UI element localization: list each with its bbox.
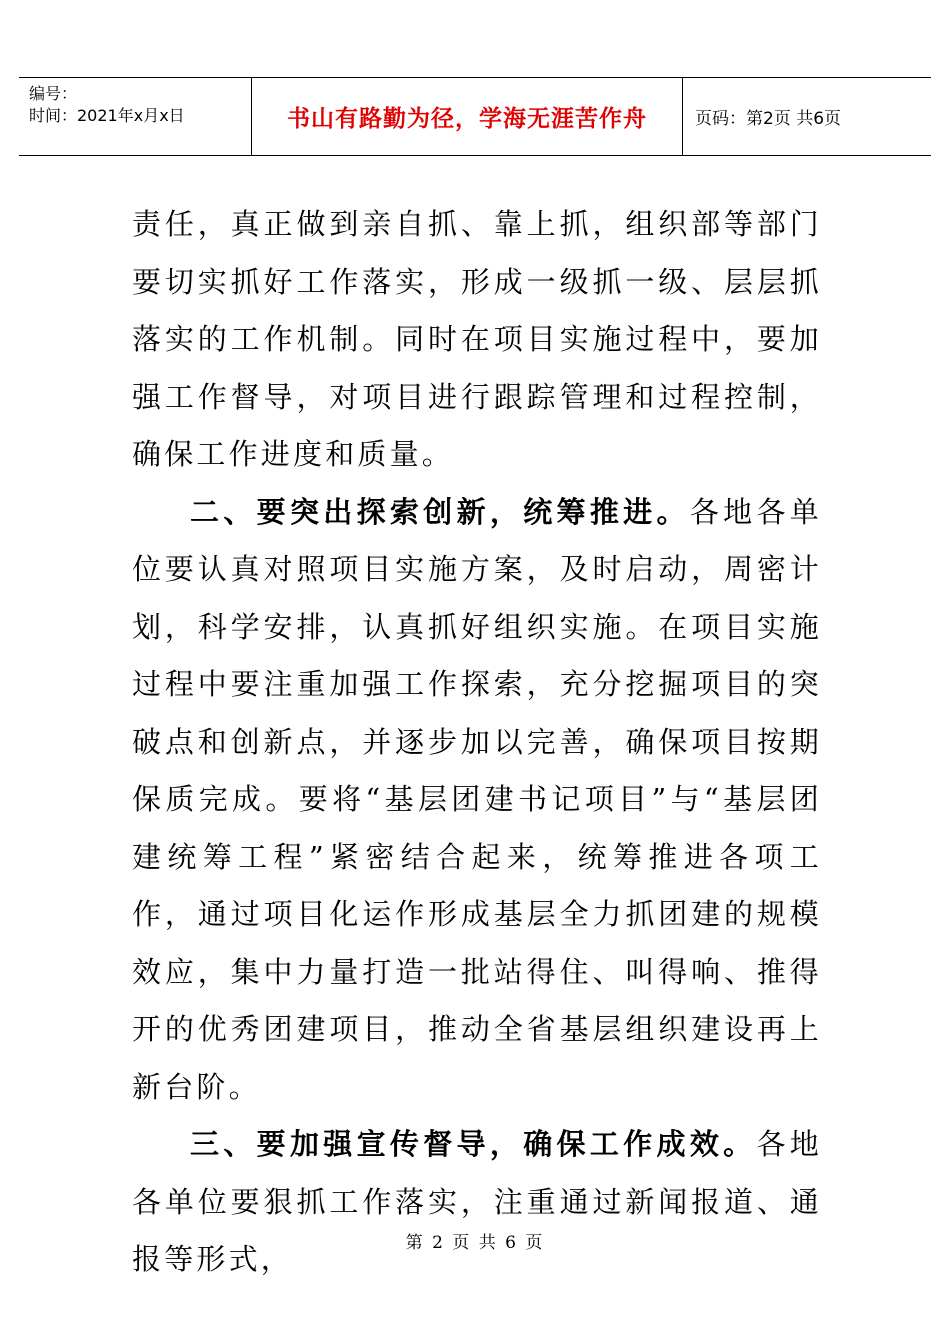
page-footer: 第 2 页 共 6 页 — [405, 1233, 545, 1253]
paragraph-1: 责任，真正做到亲自抓、靠上抓，组织部等部门要切实抓好工作落实，形成一级抓一级、层层抓落实的工作机制。同时在项目实施过程中，要加强工作督导，对项目进行跟踪管理和过程控制，确保工作进度和质量。 — [132, 207, 822, 471]
document-time-label: 时间：2021年x月x日 — [29, 106, 185, 125]
header-meta — [19, 78, 252, 155]
paragraph-3 — [132, 1116, 822, 1289]
paragraph-2 — [132, 484, 822, 1117]
paragraph-3-text: 各地各单位要狠抓工作落实，注重通过新闻报道、通报等形式， — [132, 1127, 822, 1276]
paragraph-2-text: 各地各单位要认真对照项目实施方案，及时启动，周密计划，科学安排，认真抓好组织实施。在项目实施过程中要注重加强工作探索，充分挖掘项目的突破点和创新点，并逐步加以完善，确保项目按期保质完成。要将“基层团建书记项目”与“基层团建统筹工程”紧密结合起来，统筹推进各项工作，通过项目化运作形成基层全力抓团建的规模效应，集中力量打造一批站得住、叫得响、推得开的优秀团建项目，推动全省基层组织建设再上新台阶。 — [132, 494, 822, 1104]
header-motto: 书山有路勤为径，学海无涯苦作舟 — [252, 78, 683, 155]
paragraph-2-heading: 二、要突出探索创新，统筹推进。 — [190, 494, 690, 529]
document-header — [19, 77, 931, 156]
header-page-info: 页码：第2页 共6页 — [695, 109, 842, 129]
paragraph-3-heading: 三、要加强宣传督导，确保工作成效。 — [190, 1127, 757, 1161]
document-body — [132, 196, 822, 1289]
document-number-label: 编号： — [29, 84, 78, 103]
